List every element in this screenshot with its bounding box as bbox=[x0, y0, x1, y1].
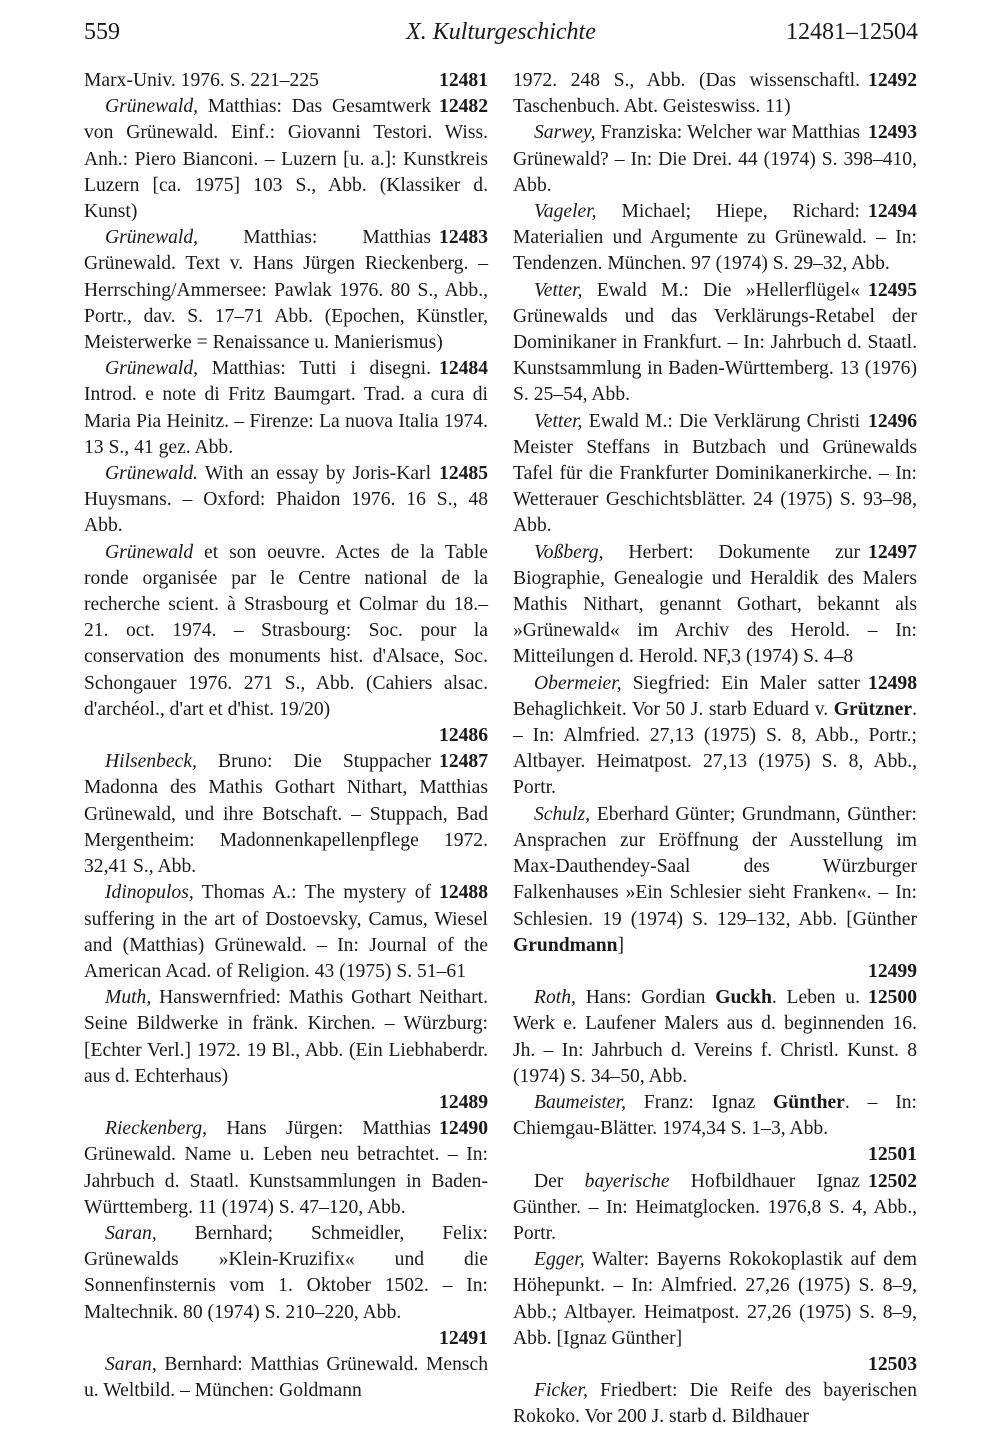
bibliography-entry bbox=[84, 540, 488, 750]
entry-text: Siegfried: Ein Maler satter Behaglichkeit. Vor 50 J. starb Eduard v. bbox=[513, 672, 861, 720]
entry-author: Grünewald, bbox=[105, 96, 199, 118]
bibliography-entry bbox=[513, 671, 917, 802]
entry-number: 12487 bbox=[439, 751, 488, 773]
entry-text: Bruno: Die Stuppacher Madonna des Mathis Gothart Nithart, Matthias Grünewald, und ihre Botschaft. – Stuppach, Bad Mergentheim: Madonnenkapellenpflege 1972. 32,41 S., Abb. bbox=[84, 751, 488, 878]
entry-number: 12503 bbox=[868, 1353, 917, 1375]
entry-subject: Grundmann bbox=[513, 934, 618, 956]
entry-number: 12484 bbox=[439, 358, 488, 380]
entry-text: Matthias: Das Gesamtwerk von Grünewald. Einf.: Giovanni Testori. Wiss. Anh.: Piero Bianconi. – Luzern [u. a.]: Kunstkreis Luzern [ca. 1975] 103 S., Abb. (Klassiker d. Kunst) bbox=[84, 96, 488, 223]
entry-text: Herbert: Dokumente zur Biographie, Genealogie und Heraldik des Malers Mathis Nithart, genannt Gothart, bekannt als »Grünewald« im Archiv des Herold. – In: Mitteilungen d. Herold. NF,3 (1974) S. 4–8 bbox=[513, 541, 917, 668]
bibliography-entry bbox=[513, 540, 917, 671]
left-column bbox=[84, 68, 488, 1404]
entry-number: 12483 bbox=[439, 227, 488, 249]
bibliography-entry bbox=[84, 749, 488, 880]
entry-subject: Guckh bbox=[715, 987, 772, 1009]
entry-subject: Grützner bbox=[833, 698, 913, 720]
bibliography-entry bbox=[84, 68, 488, 94]
page-number: 559 bbox=[84, 19, 120, 45]
entry-text: Ewald M.: Die »Hellerflügel« Grünewalds und das Verklärungs-Retabel der Dominikaner in Frankfurt. – In: Jahrbuch d. Staatl. Kunstsammlung in Baden-Württemberg. 13 (1976) S. 25–54, Abb. bbox=[513, 279, 917, 406]
entry-author: Idinopulos, bbox=[105, 882, 194, 904]
entry-author: Egger, bbox=[534, 1249, 585, 1271]
entry-text: Hans Jürgen: Matthias Grünewald. Name u. Leben neu betrachtet. – In: Jahrbuch d. Staatl. Kunstsammlungen in Baden-Württemberg. 11 (1974) S. 47–120, Abb. bbox=[84, 1118, 488, 1218]
entry-number: 12485 bbox=[439, 463, 488, 485]
entry-author: Sarwey, bbox=[534, 122, 596, 144]
entry-author: Vetter, bbox=[534, 410, 583, 432]
entry-author: Voßberg, bbox=[534, 541, 604, 563]
bibliography-entry bbox=[513, 409, 917, 540]
entry-number: 12490 bbox=[439, 1118, 488, 1140]
entry-number: 12498 bbox=[868, 672, 917, 694]
entry-author: Vetter, bbox=[534, 279, 583, 301]
bibliography-entry bbox=[513, 985, 917, 1090]
entry-number: 12500 bbox=[868, 987, 917, 1009]
entry-text: Franziska: Welcher war Matthias Grünewald? – In: Die Drei. 44 (1974) S. 398–410, Abb. bbox=[513, 122, 917, 196]
entry-text: Michael; Hiepe, Richard: Materialien und Argumente zu Grünewald. – In: Tendenzen. München. 97 (1974) S. 29–32, Abb. bbox=[513, 201, 917, 275]
entry-number: 12496 bbox=[868, 410, 917, 432]
entry-number: 12494 bbox=[868, 201, 917, 223]
entry-author: Obermeier, bbox=[534, 672, 622, 694]
entry-text: Walter: Bayerns Rokokoplastik auf dem Höhepunkt. – In: Almfried. 27,26 (1975) S. 8–9, Abb.; Altbayer. Heimatpost. 27,26 (1975) S. 8–9, Abb. [Ignaz Günther] bbox=[513, 1249, 917, 1349]
entry-number: 12481 bbox=[439, 70, 488, 91]
entry-subject: Günther bbox=[773, 1091, 845, 1113]
entry-author: Ficker, bbox=[534, 1380, 588, 1402]
entry-number: 12497 bbox=[868, 541, 917, 563]
entry-text: Matthias: Matthias Grünewald. Text v. Hans Jürgen Rieckenberg. – Herrsching/Ammersee: Pawlak 1976. 80 S., Abb., Portr., dav. S. 17–71 Abb. (Epochen, Künstler, Meisterwerke = Renaissance u. Manierismus) bbox=[84, 227, 488, 354]
entry-author: Saran, bbox=[105, 1353, 157, 1375]
bibliography-entry bbox=[513, 1378, 917, 1430]
bibliography-entry bbox=[84, 985, 488, 1116]
entry-text: Bernhard; Schmeidler, Felix: Grünewalds »Klein-Kruzifix« und die Sonnenfinsternis vom 1. Oktober 1502. – In: Maltechnik. 80 (1974) S. 210–220, Abb. bbox=[84, 1222, 488, 1323]
bibliography-entry bbox=[84, 1116, 488, 1221]
entry-text: . – In: Almfried. 27,13 (1975) S. 8, Abb., Portr.; Altbayer. Heimatpost. 27,13 (1975) S. 8, Abb., Portr. bbox=[513, 698, 917, 799]
entry-text: Der bbox=[534, 1170, 585, 1192]
bibliography-entry bbox=[84, 880, 488, 985]
entry-text: et son oeuvre. Actes de la Table ronde organisée par le Centre national de la recherche scient. à Strasbourg et Colmar du 18.–21. oct. 1974. – Strasbourg: Soc. pour la conservation des monuments hist. d'Alsace, Soc. Schongauer 1976. 271 S., Abb. (Cahiers alsac. d'archéol., d'art et d'hist. 19/20) bbox=[84, 541, 488, 720]
bibliography-entry bbox=[513, 68, 917, 120]
entry-number: 12502 bbox=[868, 1170, 917, 1192]
entry-text: Hofbildhauer Ignaz Günther. – In: Heimatglocken. 1976,8 S. 4, Abb., Portr. bbox=[513, 1170, 917, 1244]
bibliography-entry bbox=[84, 461, 488, 540]
right-column bbox=[513, 68, 917, 1431]
bibliography-entry bbox=[84, 94, 488, 225]
bibliography-entry bbox=[513, 278, 917, 409]
entry-number: 12493 bbox=[868, 122, 917, 144]
section-title: X. Kulturgeschichte bbox=[406, 19, 596, 45]
entry-number: 12495 bbox=[868, 279, 917, 301]
entry-text: Hanswernfried: Mathis Gothart Neithart. Seine Bildwerke in fränk. Kirchen. – Würzburg: [Echter Verl.] 1972. 19 Bl., Abb. (Ein Liebhaberdr. aus d. Echterhaus) bbox=[84, 987, 488, 1087]
entry-author: Baumeister, bbox=[534, 1091, 626, 1113]
entry-author: Muth, bbox=[105, 987, 152, 1009]
entry-text: 1972. 248 S., Abb. (Das wissenschaftl. Taschenbuch. Abt. Geisteswiss. 11) bbox=[513, 70, 861, 118]
bibliography-entry bbox=[84, 225, 488, 356]
entry-text: Bernhard: Matthias Grünewald. Mensch u. Weltbild. – München: Goldmann bbox=[84, 1353, 488, 1402]
entry-text: Thomas A.: The mystery of suffering in the art of Dostoevsky, Camus, Wiesel and (Matthias) Grünewald. – In: Journal of the American Acad. of Religion. 43 (1975) S. 51–61 bbox=[84, 882, 488, 982]
entry-number: 12491 bbox=[439, 1327, 488, 1349]
bibliography-entry bbox=[513, 1247, 917, 1378]
entry-number: 12482 bbox=[439, 96, 488, 118]
entry-number: 12488 bbox=[439, 882, 488, 904]
entry-author: Saran, bbox=[105, 1222, 157, 1244]
entry-text: . Leben u. Werk e. Laufener Malers aus d. beginnenden 16. Jh. – In: Jahrbuch d. Vereins f. Christl. Kunst. 8 (1974) S. 34–50, Abb. bbox=[513, 987, 917, 1087]
entry-number: 12499 bbox=[868, 960, 917, 982]
entry-text: Eberhard Günter; Grundmann, Günther: Ansprachen zur Eröffnung der Ausstellung im Max-Dauthendey-Saal des Würzburger Falkenhauses »Ein Schlesier sieht Franken«. – In: Schlesien. 19 (1974) S. 129–132, Abb. [Günther bbox=[513, 803, 917, 930]
bibliography-entry bbox=[84, 1352, 488, 1404]
entry-keyword: bayerische bbox=[584, 1170, 670, 1192]
bibliography-entry bbox=[513, 1169, 917, 1248]
entry-text: Ewald M.: Die Verklärung Christi Meister Steffans in Butzbach und Grünewalds Tafel für die Frankfurter Dominikanerkirche. – In: Wetterauer Geschichtsblätter. 24 (1975) S. 93–98, Abb. bbox=[513, 410, 917, 537]
entry-text: With an essay by Joris-Karl Huysmans. – Oxford: Phaidon 1976. 16 S., 48 Abb. bbox=[84, 463, 488, 537]
entry-author: Rieckenberg, bbox=[105, 1118, 208, 1140]
entry-text: ] bbox=[617, 934, 625, 956]
entry-author: Grünewald, bbox=[105, 358, 199, 380]
entry-text: Marx-Univ. 1976. S. 221–225 bbox=[84, 70, 319, 91]
entry-number: 12486 bbox=[439, 725, 488, 747]
entry-number: 12492 bbox=[868, 70, 917, 91]
entry-author: Schulz, bbox=[534, 803, 591, 825]
bibliography-entry bbox=[84, 356, 488, 461]
bibliography-entry bbox=[513, 120, 917, 199]
bibliography-entry bbox=[513, 802, 917, 985]
entry-text: . – In: Chiemgau-Blätter. 1974,34 S. 1–3, Abb. bbox=[513, 1091, 917, 1140]
entry-author: Vageler, bbox=[534, 201, 597, 223]
entry-author: Roth, bbox=[534, 987, 576, 1009]
entry-author: Grünewald. bbox=[105, 463, 199, 485]
bibliography-entry bbox=[513, 1090, 917, 1169]
entry-range: 12481–12504 bbox=[786, 19, 918, 45]
bibliography-entry bbox=[84, 1221, 488, 1352]
entry-number: 12501 bbox=[868, 1144, 917, 1166]
entry-text: Franz: Ignaz bbox=[625, 1091, 774, 1113]
entry-text: Matthias: Tutti i disegni. Introd. e note di Fritz Baumgart. Trad. a cura di Maria Pia Heinitz. – Firenze: La nuova Italia 1974. 13 S., 41 gez. Abb. bbox=[84, 358, 488, 458]
entry-text: Hans: Gordian bbox=[575, 987, 716, 1009]
entry-number: 12489 bbox=[439, 1091, 488, 1113]
bibliography-entry bbox=[513, 199, 917, 278]
entry-author: Hilsenbeck, bbox=[105, 751, 197, 773]
entry-author: Grünewald bbox=[105, 541, 194, 563]
entry-text: Friedbert: Die Reife des bayerischen Rokoko. Vor 200 J. starb d. Bildhauer bbox=[513, 1380, 917, 1428]
entry-author: Grünewald, bbox=[105, 227, 199, 249]
